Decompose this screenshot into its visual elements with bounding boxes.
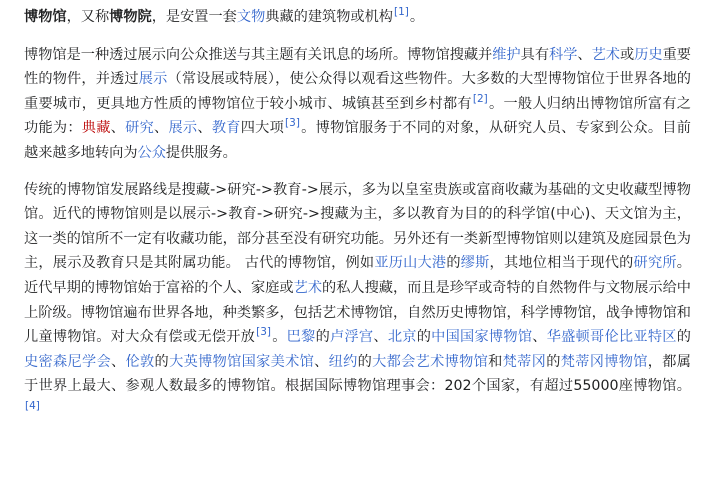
term-bold: 博物馆	[24, 9, 67, 25]
link-yanjiu[interactable]: 研究	[125, 120, 155, 137]
paragraph-definition: 博物馆是一种透过展示向公众推送与其主题有关讯息的场所。博物馆搜藏并维护具有科学、艺术或历史重要性的物件，并透过展示（常设展或特展），使公众得以观看这些物件。大多数的大型博物馆位于世界各地的重要城市，更具地方性质的博物馆位于较小城市、城镇甚至到乡村都有[2]。一般人归纳出博物馆所富有之功能为：典藏、研究、展示、教育四大项[3]。博物馆服务于不同的对象，从研究人员、专家到公众。目前越来越多地转向为公众提供服务。	[24, 46, 691, 161]
link-yishu-2[interactable]: 艺术	[293, 279, 323, 296]
link-national-museum-china[interactable]: 中国国家博物馆	[431, 329, 533, 346]
ref-1	[393, 6, 410, 18]
link-muses[interactable]: 缪斯	[460, 255, 490, 272]
link-kexue[interactable]: 科学	[549, 46, 578, 63]
link-wenwu[interactable]: 文物	[236, 9, 266, 25]
link-washington-dc[interactable]: 华盛顿哥伦比亚特区	[546, 329, 677, 346]
link-louvre[interactable]: 卢浮宫	[330, 329, 374, 346]
link-new-york[interactable]: 纽约	[328, 353, 358, 370]
ref-1-link[interactable]: [1]	[393, 6, 409, 18]
ref-4-link[interactable]: [4]	[25, 399, 40, 412]
ref-3-link[interactable]: [3]	[285, 117, 300, 130]
link-yanjiusuo[interactable]: 研究所	[633, 255, 677, 272]
ref-2-link[interactable]: [2]	[472, 92, 488, 105]
link-dianzang[interactable]: 典藏	[81, 120, 111, 137]
link-smithsonian[interactable]: 史密森尼学会	[24, 353, 112, 370]
link-vatican-museums[interactable]: 梵蒂冈博物馆	[560, 353, 648, 370]
ref-3	[284, 117, 301, 129]
link-met-museum[interactable]: 大都会艺术博物馆	[372, 353, 489, 370]
link-vatican[interactable]: 梵蒂冈	[502, 353, 547, 370]
link-alexandria[interactable]: 亚历山大港	[374, 255, 447, 272]
link-weihu[interactable]: 维护	[492, 46, 521, 63]
link-zhanshi[interactable]: 展示	[138, 71, 168, 88]
link-beijing[interactable]: 北京	[387, 329, 417, 346]
link-jiaoyu[interactable]: 教育	[211, 120, 241, 137]
link-zhanshi-2[interactable]: 展示	[168, 120, 198, 137]
ref-3b-link[interactable]: [3]	[256, 326, 271, 339]
link-lishi[interactable]: 历史	[634, 46, 663, 63]
link-paris[interactable]: 巴黎	[286, 329, 316, 346]
link-gongzhong[interactable]: 公众	[137, 144, 166, 161]
ref-2	[472, 93, 489, 105]
ref-4	[24, 400, 41, 412]
link-yishu[interactable]: 艺术	[591, 46, 620, 63]
ref-3b	[255, 326, 272, 338]
link-national-gallery[interactable]: 国家美术馆	[241, 353, 315, 370]
link-london[interactable]: 伦敦	[125, 353, 155, 370]
link-british-museum[interactable]: 大英博物馆	[169, 353, 242, 370]
intro-paragraph: 博物馆，又称博物院，是安置一套文物典藏的建筑物或机构[1]。	[24, 6, 425, 25]
alias-bold: 博物院	[109, 9, 152, 25]
paragraph-history: 传统的博物馆发展路线是搜藏->研究->教育->展示，多为以皇室贵族或富商收藏为基础的文史收藏型博物馆。近代的博物馆则是以展示->教育->研究->搜藏为主，多以教育为目的的科学馆(中心)、天文馆为主，这一类的馆所不一定有收藏功能，部分甚至没有研究功能。另外还有一类新型博物馆则以建筑及庭园景色为主，展示及教育只是其附属功能。 古代的博物馆，例如亚历山大港的缪斯，其地位相当于现代的研究所。近代早期的博物馆始于富裕的个人、家庭或艺术的私人搜藏，而且是珍罕或奇特的自然物件与文物展示给中上阶级。博物馆遍布世界各地，种类繁多，包括艺术博物馆，自然历史博物馆，科学博物馆，战争博物馆和儿童博物馆。对大众有偿或无偿开放[3]。巴黎的卢浮宫、北京的中国国家博物馆、华盛顿哥伦比亚特区的史密森尼学会、伦敦的大英博物馆国家美术馆、纽约的大都会艺术博物馆和梵蒂冈的梵蒂冈博物馆，都属于世界上最大、参观人数最多的博物馆。根据国际博物馆理事会：202个国家，有超过55000座博物馆。[4]	[24, 181, 691, 412]
